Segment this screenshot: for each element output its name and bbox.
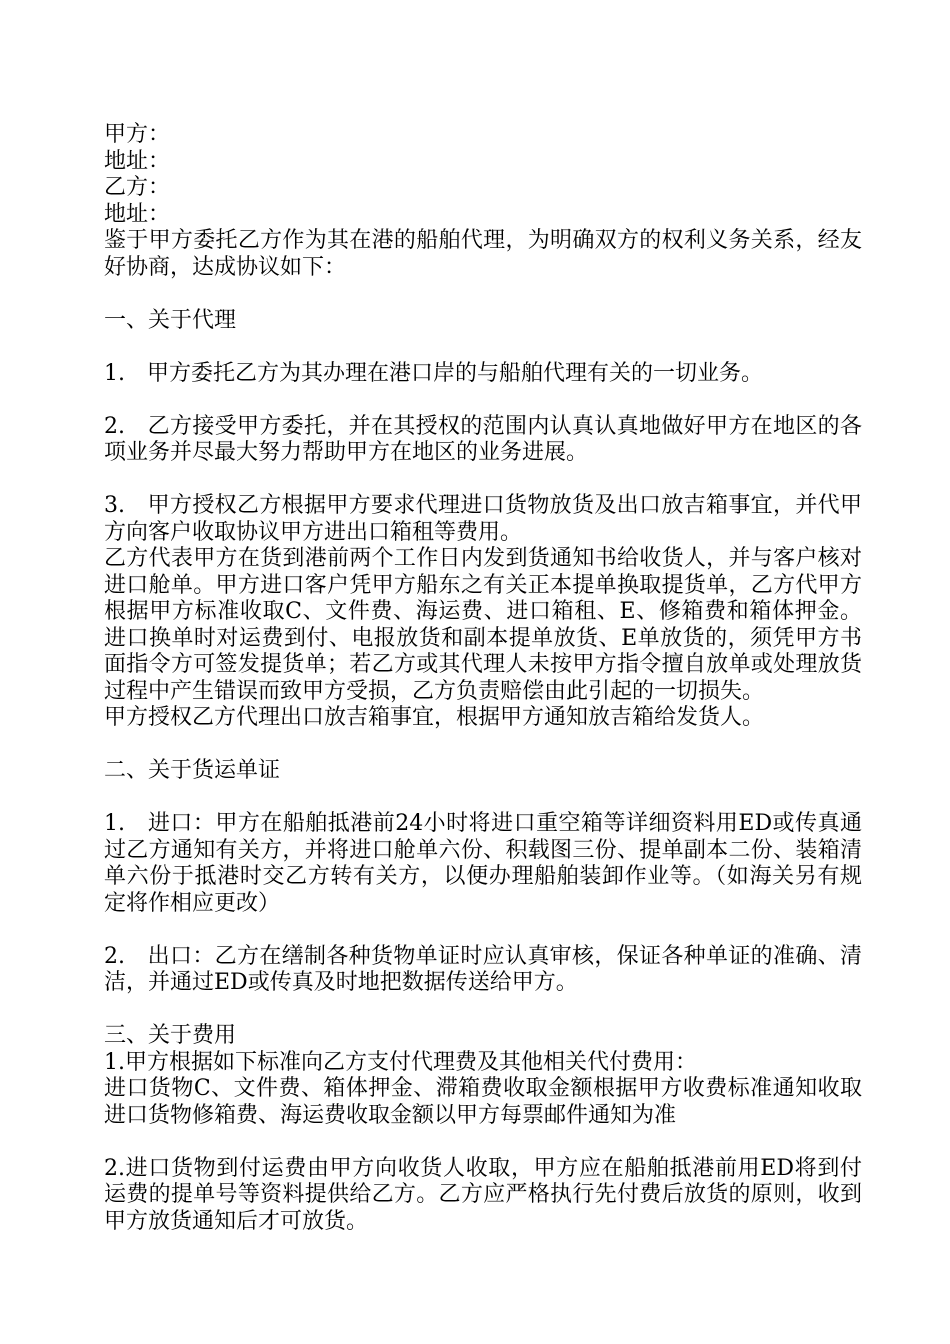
- section1-item3-para3: 甲方授权乙方代理出口放吉箱事宜，根据甲方通知放吉箱给发货人。: [104, 705, 765, 730]
- spacer: [104, 917, 862, 944]
- spacer: [104, 732, 862, 759]
- spacer: [104, 785, 862, 812]
- spacer: [104, 334, 862, 361]
- contract-document: [104, 122, 862, 1235]
- party-b-label: 乙方：: [104, 175, 171, 200]
- address-a-label: 地址：: [104, 148, 171, 174]
- section2-item1: 1. 进口：甲方在船舶抵港前24小时将进口重空箱等详细资料用ED或传真通过乙方通知有关方，并将进口舱单六份、积载图三份、提单副本二份、装箱清单六份于抵港时交乙方转有关方，以便办理船舶装卸作业等。（如海关另有规定将作相应更改）: [104, 811, 862, 916]
- section3-item2: 2.进口货物到付运费由甲方向收货人收取，甲方应在船舶抵港前用ED将到付运费的提单号等资料提供给乙方。乙方应严格执行先付费后放货的原则，收到甲方放货通知后才可放货。: [104, 1155, 862, 1234]
- section3-item1-para2: 进口货物C、文件费、箱体押金、滞箱费收取金额根据甲方收费标准通知收取 进口货物修箱费、海运费收取金额以甲方每票邮件通知为准: [104, 1076, 862, 1128]
- section1-item3-para2: 乙方代表甲方在货到港前两个工作日内发到货通知书给收货人，并与客户核对进口舱单。甲方进口客户凭甲方船东之有关正本提单换取提货单，乙方代甲方根据甲方标准收取C、文件费、海运费、进口箱租、E、修箱费和箱体押金。进口换单时对运费到付、电报放货和副本提单放货、E单放货的，须凭甲方书面指令方可签发提货单；若乙方或其代理人未按甲方指令擅自放单或处理放货过程中产生错误而致甲方受损，乙方负责赔偿由此引起的一切损失。: [104, 546, 862, 704]
- section1-item2: 2. 乙方接受甲方委托，并在其授权的范围内认真认真地做好甲方在地区的各项业务并尽最大努力帮助甲方在地区的业务进展。: [104, 413, 862, 465]
- section1-title: 一、关于代理: [104, 307, 237, 333]
- section3-title: 三、关于费用: [104, 1023, 237, 1048]
- spacer: [104, 281, 862, 308]
- address-b-label: 地址：: [104, 201, 171, 227]
- section3-item1: 1.甲方根据如下标准向乙方支付代理费及其他相关代付费用：: [104, 1049, 697, 1075]
- section2-item2: 2. 出口：乙方在缮制各种货物单证时应认真审核，保证各种单证的准确、清洁，并通过ED或传真及时地把数据传送给甲方。: [104, 943, 862, 995]
- spacer: [104, 1129, 862, 1156]
- party-a-label: 甲方：: [104, 122, 171, 147]
- section1-item1: 1. 甲方委托乙方为其办理在港口岸的与船舶代理有关的一切业务。: [104, 360, 763, 386]
- intro-paragraph: 鉴于甲方委托乙方作为其在港的船舶代理，为明确双方的权利义务关系，经友好协商，达成协议如下：: [104, 228, 862, 280]
- spacer: [104, 997, 862, 1024]
- spacer: [104, 387, 862, 414]
- spacer: [104, 467, 862, 494]
- section1-item3: 3. 甲方授权乙方根据甲方要求代理进口货物放货及出口放吉箱事宜，并代甲方向客户收取协议甲方进出口箱租等费用。: [104, 493, 862, 545]
- section2-title: 二、关于货运单证: [104, 758, 281, 783]
